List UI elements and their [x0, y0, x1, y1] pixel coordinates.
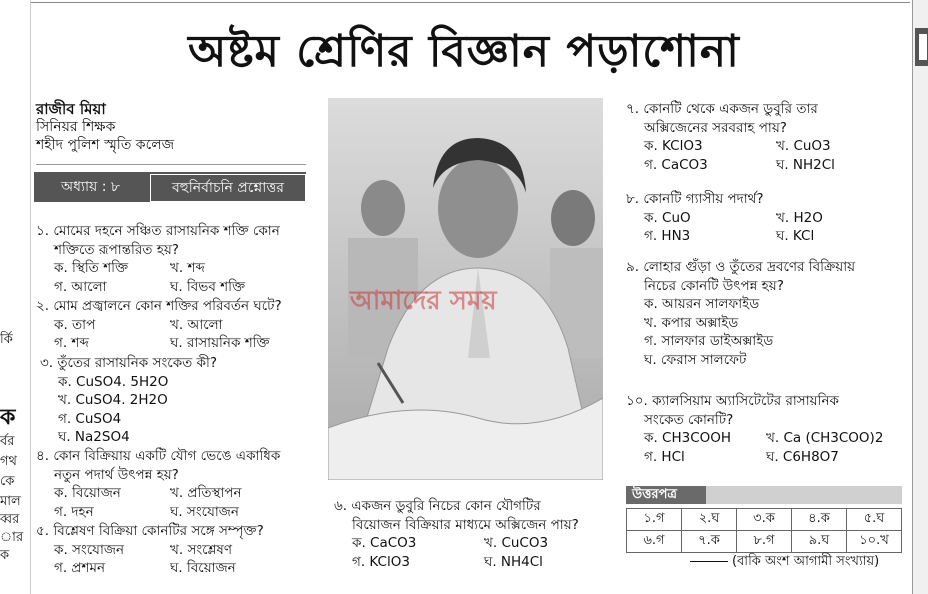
- answer-cell: ৮.গ: [737, 531, 792, 553]
- answer-cell: ৫.ঘ: [847, 509, 902, 531]
- chapter-banner: [34, 172, 306, 202]
- question-7: ৭. কোনটি থেকে একজন ডুবুরি তার অক্সিজেনের সরবরাহ পায়? ক. KClO3 খ. CuO3 গ. CaCO3 ঘ. NH2Cl: [626, 101, 835, 173]
- edge-text: র্কি: [0, 332, 13, 347]
- question-1: ১. মোমের দহনে সঞ্চিত রাসায়নিক শক্তি কোন শক্তিতে রূপান্তরিত হয়? ক. স্থিতি শক্তি খ. শব্দ গ. আলো ঘ. বিভব শক্তি: [36, 223, 280, 295]
- answer-cell: ২.ঘ: [682, 509, 737, 531]
- question-10: ১০. ক্যালসিয়াম অ্যাসিটেটের রাসায়নিক সংকেত কোনটি? ক. CH3COOH খ. Ca (CH3COO)2 গ. HCl ঘ. C6H8O7: [626, 393, 884, 465]
- answer-sheet-header: [626, 486, 902, 504]
- table-row: [627, 531, 902, 553]
- question-3: ৩. তুঁতের রাসায়নিক সংকেত কী? ক. CuSO4. 5H2O খ. CuSO4. 2H2O গ. CuSO4 ঘ. Na2SO4: [40, 355, 218, 445]
- question-4: ৪. কোন বিক্রিয়ায় একটি যৌগ ভেঙে একাধিক নতুন পদার্থ উৎপন্ন হয়? ক. বিয়োজন খ. প্রতিস্থাপন গ. দহন ঘ. সংযোজন: [36, 448, 281, 520]
- question-9: ৯. লোহার গুঁড়া ও তুঁতের দ্রবণের বিক্রিয়ায় নিচের কোনটি উৎপন্ন হয়? ক. আয়রন সালফাইড খ. কপার অক্সাইড গ. সালফার ডাইঅক্সাইড ঘ. ফেরাস সালফেট: [626, 259, 856, 368]
- question-6: ৬. একজন ডুবুরি নিচের কোন যৌগটির বিয়োজন বিক্রিয়ার মাধ্যমে অক্সিজেন পায়? ক. CaCO3 খ. CuCO3 গ. KClO3 ঘ. NH4Cl: [334, 498, 579, 570]
- answer-sheet-title: উত্তরপত্র: [632, 487, 677, 502]
- chapter-label: অধ্যায় : ৮: [60, 179, 121, 195]
- edge-text: ব্বর: [0, 512, 20, 527]
- edge-text: গথ: [0, 454, 17, 469]
- divider: [36, 164, 306, 165]
- edge-text: কে: [0, 474, 15, 489]
- answer-cell: ৭.ক: [682, 531, 737, 553]
- chapter-topic: বহুনির্বাচনি প্রশ্নোত্তর: [150, 174, 306, 202]
- answer-cell: ১০.খ: [847, 531, 902, 553]
- watermark: আমাদের সময়: [350, 286, 497, 316]
- answer-cell: ৪.ক: [792, 509, 847, 531]
- answer-cell: ৯.ঘ: [792, 531, 847, 553]
- author-name: রাজীব মিয়া: [36, 100, 106, 118]
- author-block: [36, 100, 174, 154]
- answer-cell: ১.গ: [627, 509, 682, 531]
- edge-text: র্বর: [0, 434, 15, 449]
- question-8: ৮. কোনটি গ্যাসীয় পদার্থ? ক. CuO খ. H2O গ. HN3 ঘ. KCl: [626, 191, 823, 244]
- top-rule: [30, 2, 910, 3]
- edge-text: মাল: [0, 494, 21, 509]
- answer-cell: ৬.গ: [627, 531, 682, 553]
- table-row: [627, 509, 902, 531]
- continued-text: (বাকি অংশ আগামী সংখ্যায়): [732, 554, 880, 569]
- continued-note: [690, 552, 879, 573]
- answer-table: [626, 508, 902, 553]
- question-2: ২. মোম প্রজ্বালনে কোন শক্তির পরিবর্তন ঘটে? ক. তাপ খ. আলো গ. শব্দ ঘ. রাসায়নিক শক্তি: [36, 298, 282, 351]
- answer-cell: ৩.ক: [737, 509, 792, 531]
- author-institution: শহীদ পুলিশ স্মৃতি কলেজ: [36, 137, 175, 153]
- edge-text: ক: [0, 548, 10, 563]
- question-5: ৫. বিশ্লেষণ বিক্রিয়া কোনটির সঙ্গে সম্পৃক্ত? ক. সংযোজন খ. সংশ্লেষণ গ. প্রশমন ঘ. বিয়োজন: [36, 523, 264, 576]
- author-designation: সিনিয়র শিক্ষক: [36, 119, 116, 135]
- answer-header-fill: [706, 486, 902, 504]
- page-title: অষ্টম শ্রেণির বিজ্ঞান পড়াশোনা: [188, 26, 740, 77]
- edge-text: ক: [0, 405, 16, 430]
- edge-text: ার: [0, 530, 24, 545]
